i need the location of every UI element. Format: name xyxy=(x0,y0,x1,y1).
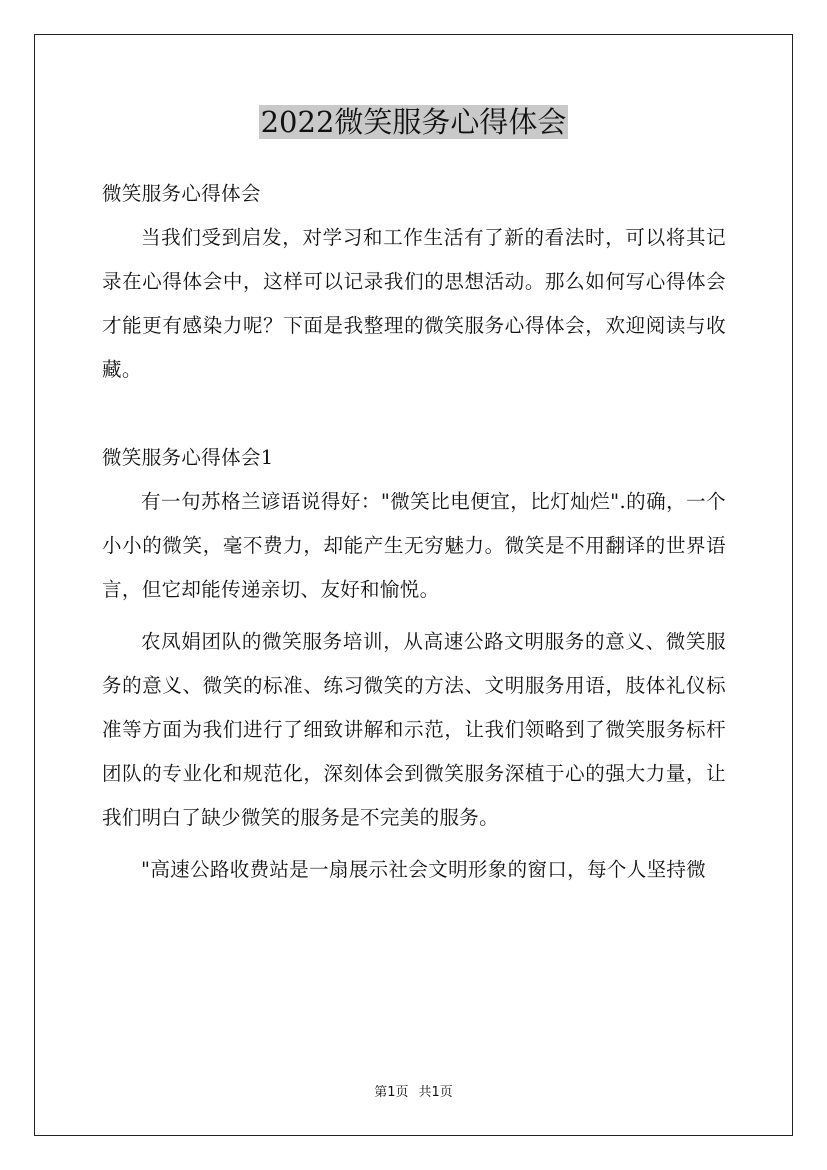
section1-heading: 微笑服务心得体会1 xyxy=(102,446,274,469)
paragraph-gap xyxy=(102,612,726,620)
blank-line xyxy=(102,392,726,436)
document-title-text: 2022微笑服务心得体会 xyxy=(260,105,567,139)
intro-paragraph: 当我们受到启发，对学习和工作生活有了新的看法时，可以将其记录在心得体会中，这样可以记录我们的思想活动。那么如何写心得体会才能更有感染力呢？下面是我整理的微笑服务心得体会，欢迎阅读与收藏。 xyxy=(102,226,726,381)
body-paragraph-2: 农凤娟团队的微笑服务培训，从高速公路文明服务的意义、微笑服务的意义、微笑的标准、练习微笑的方法、文明服务用语，肢体礼仪标准等方面为我们进行了细致讲解和示范，让我们领略到了微笑服务标杆团队的专业化和规范化，深刻体会到微笑服务深植于心的强大力量，让我们明白了缺少微笑的服务是不完美的服务。 xyxy=(102,630,726,829)
document-title xyxy=(0,100,827,144)
document-body xyxy=(102,172,726,892)
page-footer xyxy=(0,1084,827,1102)
page-number-current: 第1页 xyxy=(374,1085,409,1100)
paragraph-gap xyxy=(102,840,726,848)
intro-heading: 微笑服务心得体会 xyxy=(102,182,261,205)
body-paragraph-1: 有一句苏格兰谚语说得好："微笑比电便宜，比灯灿烂".的确，一个小小的微笑，毫不费力，却能产生无穷魅力。微笑是不用翻译的世界语言，但它却能传递亲切、友好和愉悦。 xyxy=(102,490,726,601)
page-number-total: 共1页 xyxy=(418,1085,453,1100)
body-paragraph-3: "高速公路收费站是一扇展示社会文明形象的窗口，每个人坚持微 xyxy=(141,858,707,881)
